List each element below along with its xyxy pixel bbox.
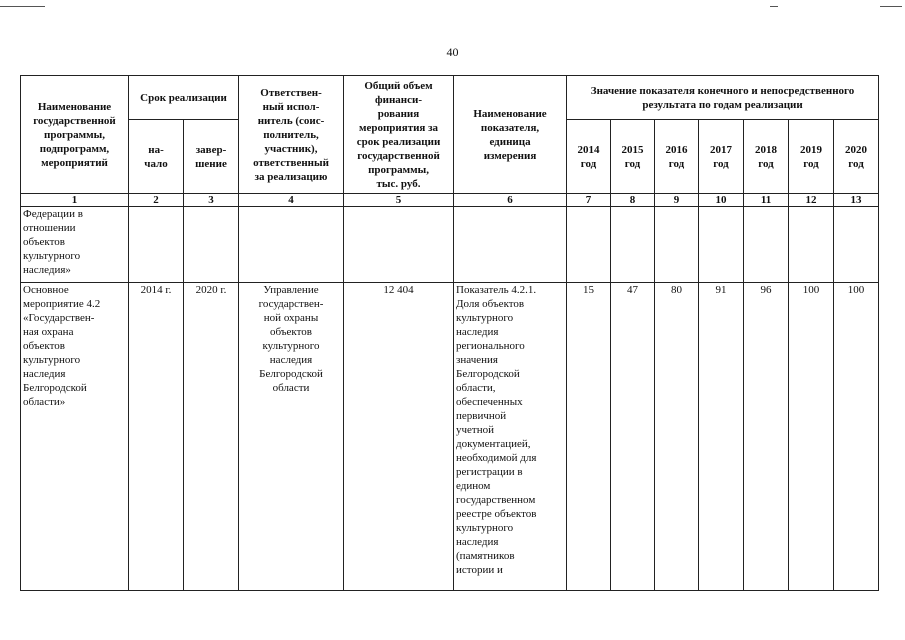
header-values-group: Значение показателя конечного и непосредственного результата по годам реализации [567, 76, 879, 120]
column-number: 2 [129, 194, 184, 207]
table-row [21, 283, 879, 591]
row-funding: 12 404 [344, 283, 454, 591]
row-value-2016 [655, 207, 699, 283]
header-srok-end: завер- шение [184, 120, 239, 194]
header-year-2014: 2014 год [567, 120, 611, 194]
scan-mark-top-left [0, 6, 45, 7]
row-value-2014 [567, 207, 611, 283]
column-number: 13 [834, 194, 879, 207]
row-responsible: Управление государствен- ной охраны объектов культурного наследия Белгородской области [239, 283, 344, 591]
row-funding [344, 207, 454, 283]
row-value-2017: 91 [699, 283, 744, 591]
row-value-2018: 96 [744, 283, 789, 591]
column-number: 6 [454, 194, 567, 207]
column-number: 9 [655, 194, 699, 207]
row-indicator [454, 207, 567, 283]
table-row [21, 207, 879, 283]
row-start: 2014 г. [129, 283, 184, 591]
row-end: 2020 г. [184, 283, 239, 591]
column-number: 10 [699, 194, 744, 207]
scan-mark-top-right-2 [880, 6, 902, 7]
row-program-name: Основное мероприятие 4.2 «Государствен- ная охрана объектов культурного наследия Белгородской области» [21, 283, 129, 591]
row-start [129, 207, 184, 283]
row-value-2014: 15 [567, 283, 611, 591]
header-year-2015: 2015 год [611, 120, 655, 194]
row-value-2020: 100 [834, 283, 879, 591]
header-year-2020: 2020 год [834, 120, 879, 194]
column-number-row [21, 194, 879, 207]
column-number: 5 [344, 194, 454, 207]
row-end [184, 207, 239, 283]
row-value-2016: 80 [655, 283, 699, 591]
column-number: 1 [21, 194, 129, 207]
column-number: 8 [611, 194, 655, 207]
header-row-1 [21, 76, 879, 120]
page-number: 40 [446, 45, 459, 59]
column-number: 12 [789, 194, 834, 207]
header-responsible: Ответствен- ный испол- нитель (соис- полнитель, участник), ответственный за реализацию [239, 76, 344, 194]
header-srok: Срок реализации [129, 76, 239, 120]
scan-mark-top-right-1 [770, 6, 778, 7]
row-value-2015 [611, 207, 655, 283]
header-year-2017: 2017 год [699, 120, 744, 194]
row-value-2019 [789, 207, 834, 283]
row-value-2018 [744, 207, 789, 283]
row-indicator: Показатель 4.2.1. Доля объектов культурного наследия регионального значения Белгородской области, обеспеченных первичной учетной документацией, необходимой для регистрации в едином государственном реестре объектов культурного наследия (памятников истории и [454, 283, 567, 591]
column-number: 3 [184, 194, 239, 207]
row-value-2019: 100 [789, 283, 834, 591]
row-value-2017 [699, 207, 744, 283]
row-value-2015: 47 [611, 283, 655, 591]
row-value-2020 [834, 207, 879, 283]
header-year-2016: 2016 год [655, 120, 699, 194]
header-year-2019: 2019 год [789, 120, 834, 194]
program-table [20, 75, 879, 591]
header-indicator: Наименование показателя, единица измерения [454, 76, 567, 194]
header-year-2018: 2018 год [744, 120, 789, 194]
header-srok-start: на- чало [129, 120, 184, 194]
row-responsible [239, 207, 344, 283]
header-funding: Общий объем финанси- рования мероприятия за срок реализации государственной программы, тыс. руб. [344, 76, 454, 194]
column-number: 4 [239, 194, 344, 207]
column-number: 11 [744, 194, 789, 207]
header-program-name: Наименование государственной программы, подпрограмм, мероприятий [21, 76, 129, 194]
row-program-name: Федерации в отношении объектов культурного наследия» [21, 207, 129, 283]
column-number: 7 [567, 194, 611, 207]
